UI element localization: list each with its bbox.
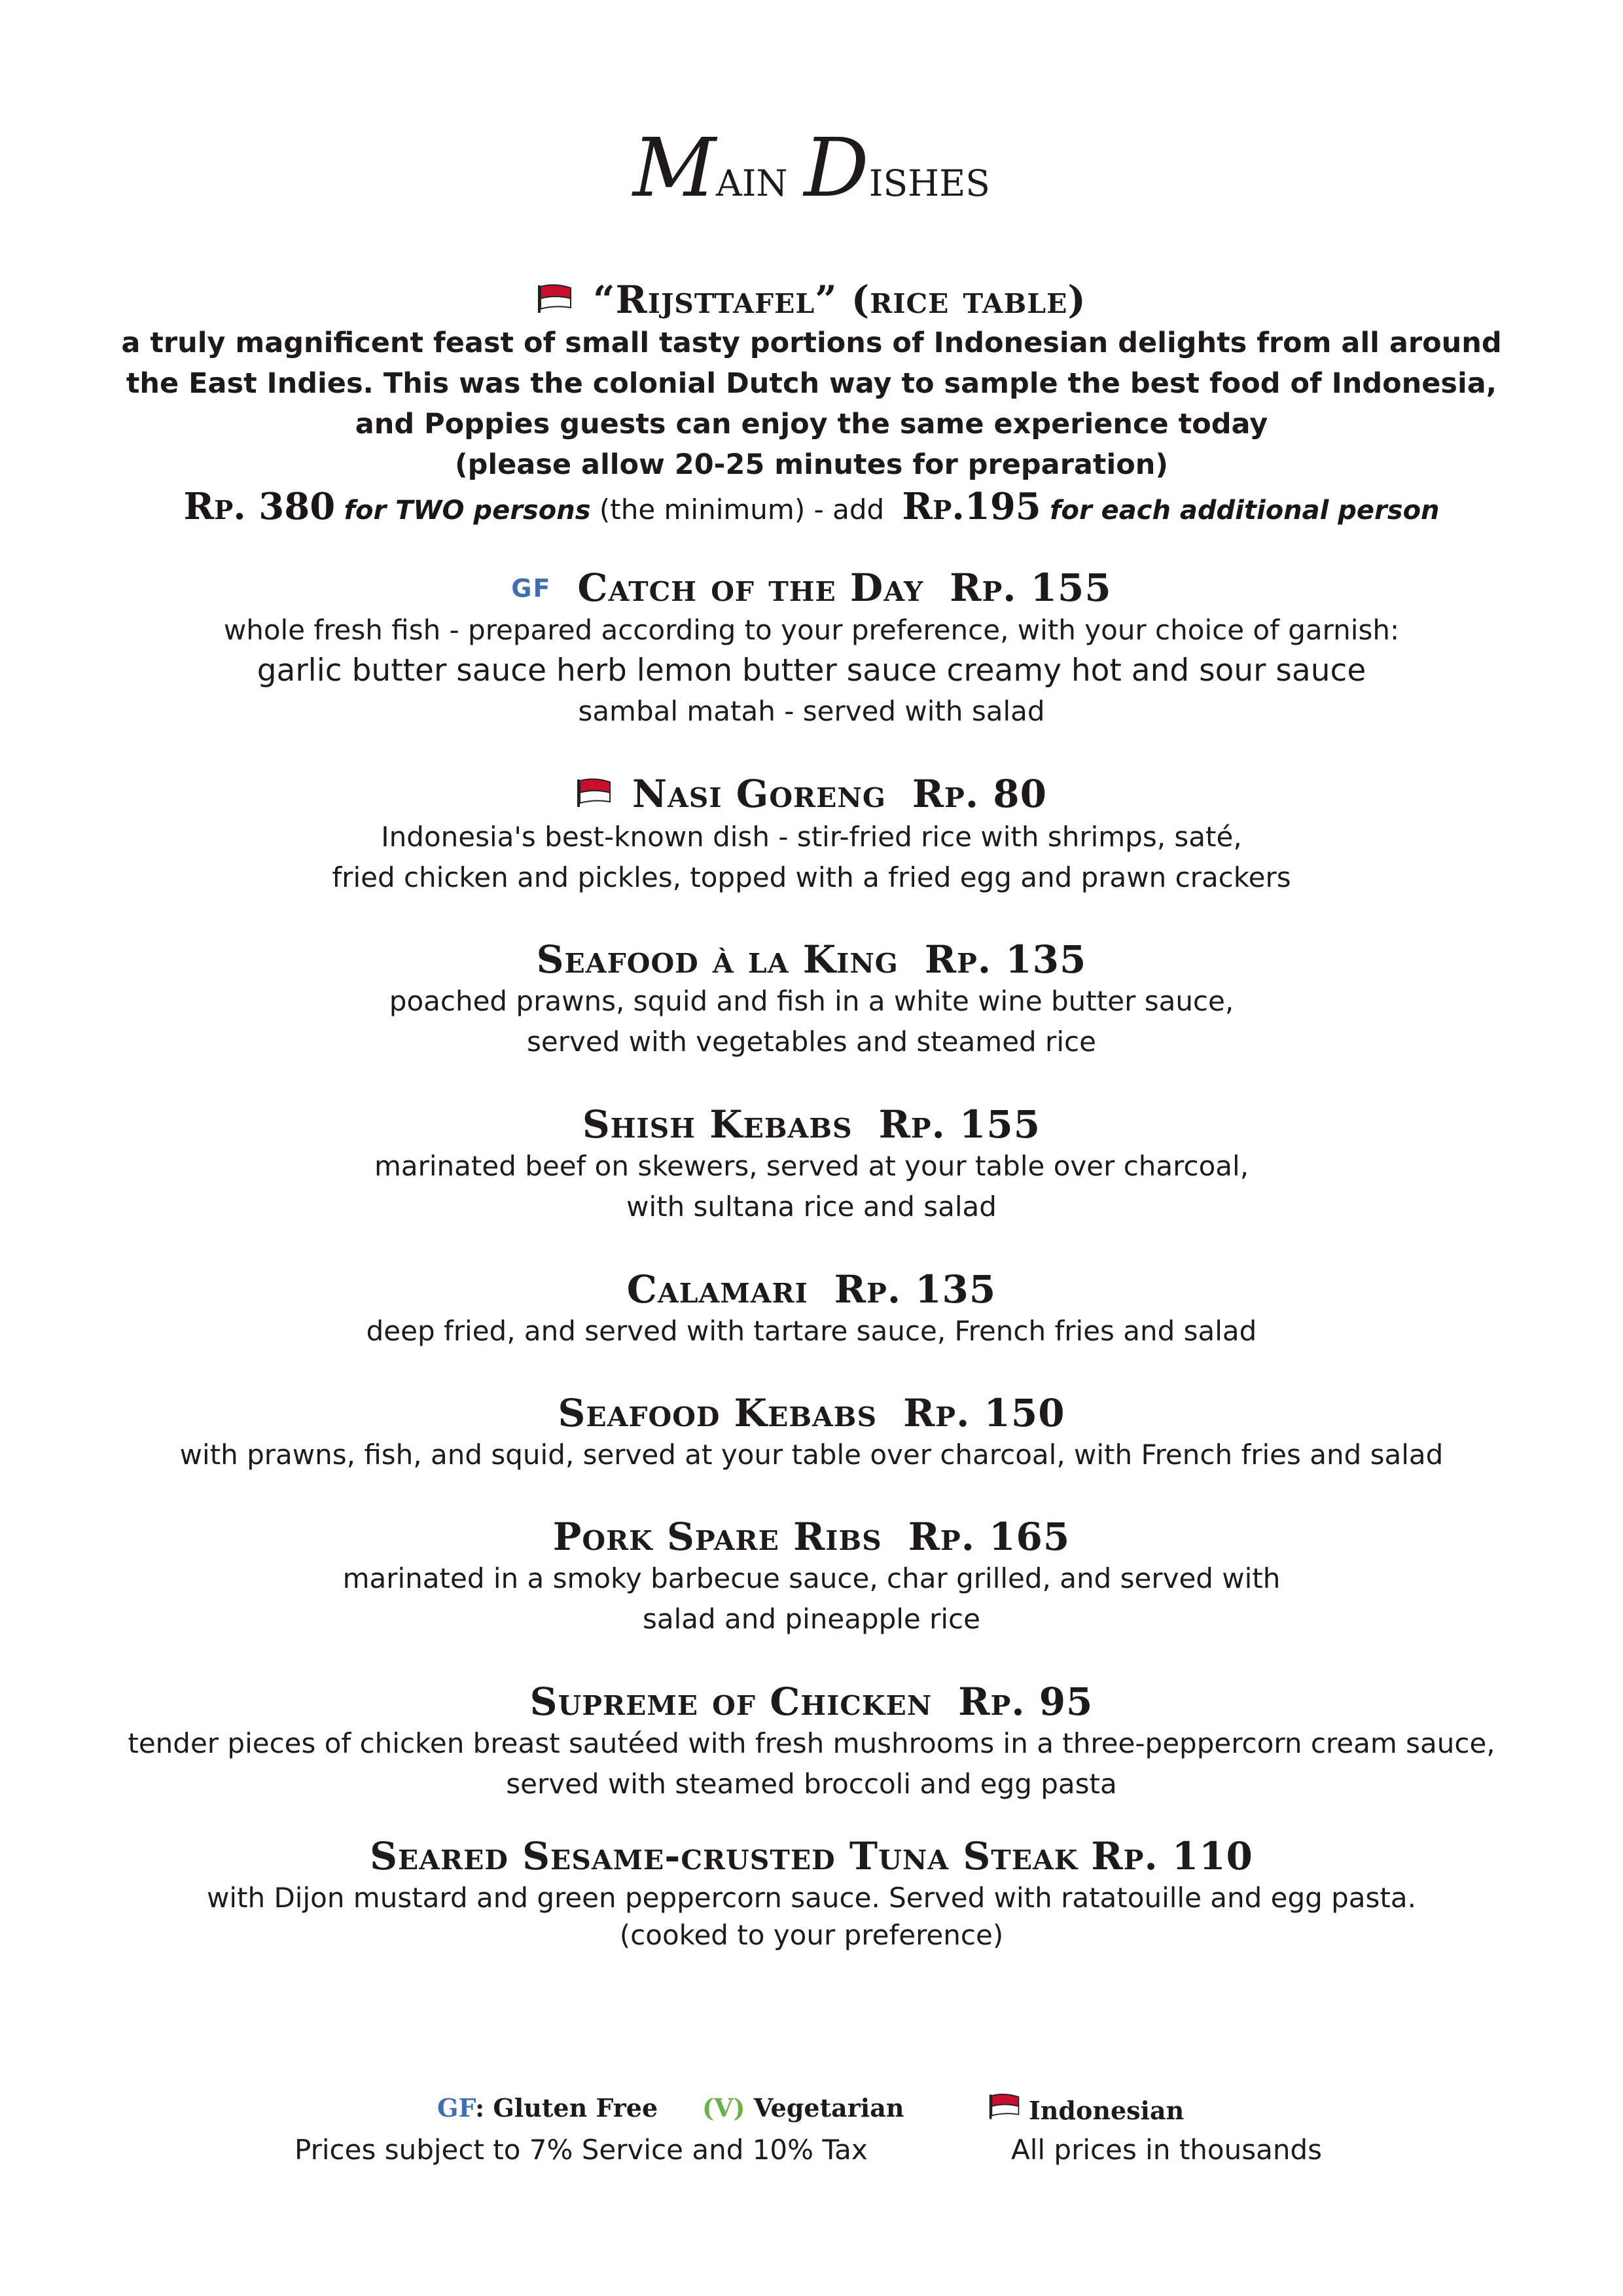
dish-name: Seafood à la King <box>536 937 899 982</box>
dish-price: Rp. 135 <box>924 937 1087 982</box>
dish-seafood-kebabs: Seafood Kebabs Rp. 150 with prawns, fish, and squid, served at your table over charcoal, with French fries and salad <box>179 1391 1444 1471</box>
dish-price: Rp. 135 <box>834 1267 997 1312</box>
dish-price: Rp. 150 <box>903 1391 1065 1435</box>
dish-supreme-of-chicken: Supreme of Chicken Rp. 95 tender pieces of chicken breast sautéed with fresh mushrooms in a three-peppercorn cream sauce, served with steamed broccoli and egg pasta <box>128 1679 1495 1800</box>
rijsttafel-price-line: Rp. 380 for TWO persons (the minimum) - add Rp.195 for each additional person <box>183 485 1440 528</box>
dish-heading: “Rijsttafel” (rice table) <box>0 278 1623 323</box>
dish-name: Seared Sesame-crusted Tuna Steak <box>370 1834 1079 1878</box>
dish-nasi-goreng: Nasi Goreng Rp. 80 Indonesia's best-known dish - stir-fried rice with shrimps, saté, fried chicken and pickles, topped with a fried egg and prawn crackers <box>332 772 1291 893</box>
legend-gluten-free: GF: Gluten Free <box>437 2093 658 2123</box>
indonesian-flag-icon <box>576 774 613 817</box>
dish-tuna-steak: Seared Sesame-crusted Tuna Steak Rp. 110 with Dijon mustard and green peppercorn sauce. Served with ratatouille and egg pasta. (cooked to your preference) <box>207 1834 1416 1951</box>
dish-name: Shish Kebabs <box>582 1102 853 1147</box>
page-title: Main Dishes <box>633 121 990 215</box>
dish-name: Calamari <box>626 1267 808 1312</box>
dish-name: Catch of the Day <box>577 565 924 610</box>
dish-price: Rp. 95 <box>958 1679 1094 1724</box>
indonesian-flag-icon <box>988 2093 1021 2126</box>
rijsttafel-intro: a truly magnificent feast of small tasty portions of Indonesian delights from all around the East Indies. This was the colonial Dutch way to sample the best food of Indonesia, and Poppies guests can enjoy the same experience today (please allow 20-25 minutes for preparation) <box>121 327 1502 481</box>
dish-name: Pork Spare Ribs <box>552 1515 882 1559</box>
dish-name: Seafood Kebabs <box>558 1391 878 1435</box>
dish-price: Rp. 155 <box>950 565 1112 610</box>
indonesian-flag-icon <box>537 279 573 323</box>
dish-shish-kebabs: Shish Kebabs Rp. 155 marinated beef on skewers, served at your table over charcoal, with sultana rice and salad <box>374 1102 1249 1223</box>
dish-pork-spare-ribs: Pork Spare Ribs Rp. 165 marinated in a smoky barbecue sauce, char grilled, and served with salad and pineapple rice <box>342 1515 1281 1635</box>
dish-name: Supreme of Chicken <box>529 1679 933 1724</box>
dish-price: Rp. 80 <box>912 772 1047 816</box>
legend-indonesian: Indonesian <box>988 2093 1184 2126</box>
dish-catch-of-the-day: GF Catch of the Day Rp. 155 whole fresh fish - prepared according to your preference, with your choice of garnish: garlic butter sauce herb lemon butter sauce creamy hot and sour sauce sambal matah - served with salad <box>223 565 1400 727</box>
dish-seafood-a-la-king: Seafood à la King Rp. 135 poached prawns, squid and fish in a white wine butter sauce, served with vegetables and steamed rice <box>389 937 1234 1058</box>
dish-calamari: Calamari Rp. 135 deep fried, and served with tartare sauce, French fries and salad <box>366 1267 1257 1347</box>
dish-price: Rp. 165 <box>908 1515 1071 1559</box>
dish-price: Rp. 155 <box>878 1102 1041 1147</box>
prices-in-thousands-note: All prices in thousands <box>1011 2134 1323 2166</box>
dish-price: Rp. 110 <box>1091 1834 1253 1878</box>
rijsttafel-section <box>0 278 1623 532</box>
gluten-free-tag: GF <box>511 574 552 603</box>
dish-name: Nasi Goreng <box>632 772 886 816</box>
service-tax-note: Prices subject to 7% Service and 10% Tax <box>294 2134 868 2166</box>
legend-vegetarian: (V) Vegetarian <box>702 2093 904 2123</box>
